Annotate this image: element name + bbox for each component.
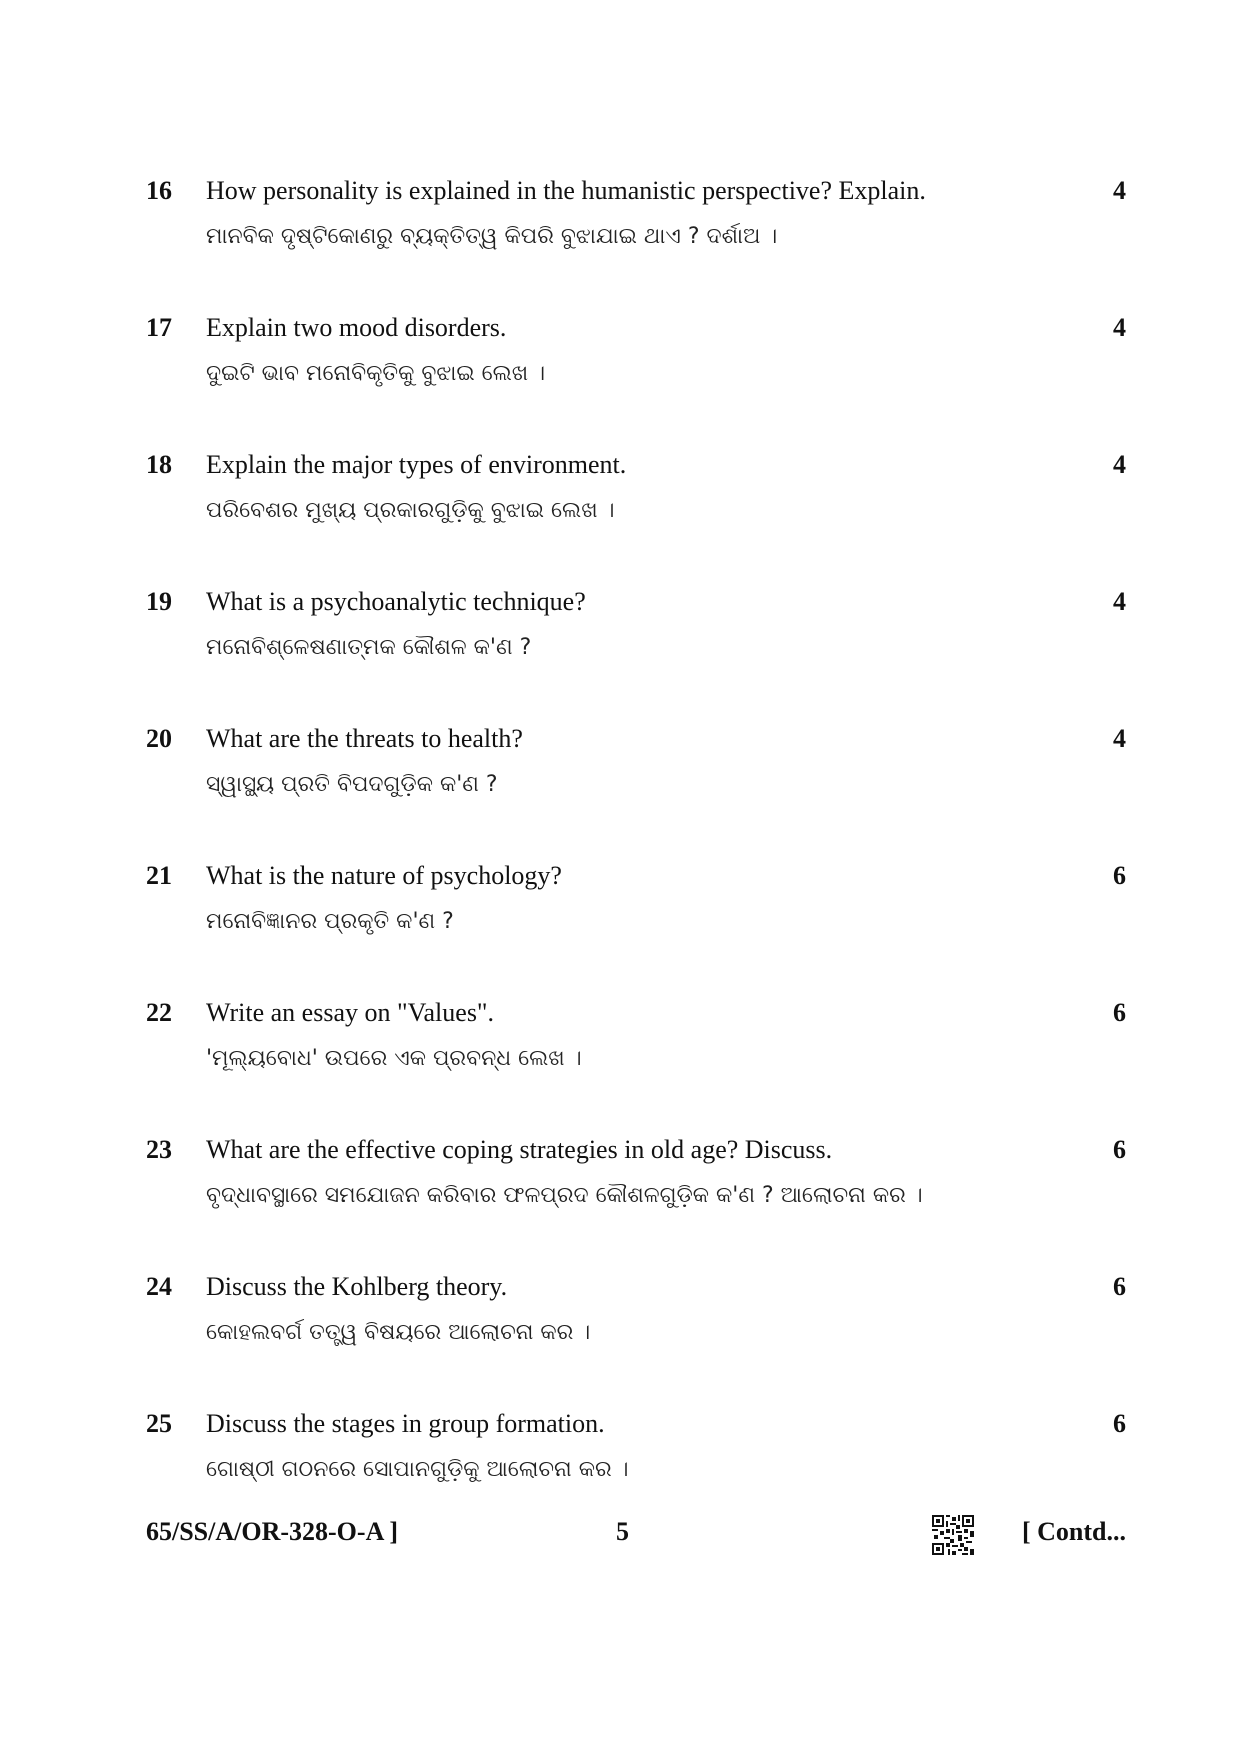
qr-code-icon <box>932 1515 974 1555</box>
question-number: 21 <box>146 861 172 890</box>
question-25 <box>146 1407 1126 1507</box>
question-text: What are the effective coping strategies in old age? Discuss. <box>206 1135 833 1164</box>
question-translation: ମାନବିକ ଦୃଷ୍ଟିକୋଣରୁ ବ୍ୟକ୍ତିତ୍ୱ କିପରି ବୁଝାଯାଇ ଥାଏ ? ଦର୍ଶାଅ । <box>206 224 778 249</box>
question-19 <box>146 585 1126 685</box>
question-number: 23 <box>146 1135 172 1164</box>
question-text: Discuss the stages in group formation. <box>206 1409 605 1438</box>
continued-label: [ Contd... <box>1021 1517 1126 1546</box>
question-translation: ସ୍ୱାସ୍ଥ୍ୟ ପ୍ରତି ବିପଦଗୁଡ଼ିକ କ'ଣ ? <box>206 772 498 797</box>
question-marks: 4 <box>1113 724 1126 753</box>
question-text: Write an essay on "Values". <box>206 998 495 1027</box>
question-18 <box>146 448 1126 548</box>
question-23 <box>146 1133 1126 1233</box>
question-marks: 6 <box>1113 1272 1126 1301</box>
question-number: 25 <box>146 1409 172 1438</box>
question-text: Explain the major types of environment. <box>206 450 627 479</box>
question-translation: କୋହଲବର୍ଗ ତତ୍ତ୍ୱ ବିଷୟରେ ଆଲୋଚନା କର । <box>206 1320 591 1345</box>
question-number: 16 <box>146 176 172 205</box>
page-footer <box>146 1515 1126 1555</box>
question-marks: 6 <box>1113 1409 1126 1438</box>
question-marks: 4 <box>1113 587 1126 616</box>
question-number: 24 <box>146 1272 172 1301</box>
question-marks: 4 <box>1113 176 1126 205</box>
question-marks: 6 <box>1113 998 1126 1027</box>
question-number: 19 <box>146 587 172 616</box>
question-translation: ଦୁଇଟି ଭାବ ମନୋବିକୃତିକୁ ବୁଝାଇ ଲେଖ । <box>206 361 546 386</box>
page-number: 5 <box>616 1517 629 1546</box>
question-text: What is a psychoanalytic technique? <box>206 587 586 616</box>
question-text: How personality is explained in the humanistic perspective? Explain. <box>206 176 926 205</box>
question-marks: 6 <box>1113 1135 1126 1164</box>
question-21 <box>146 859 1126 959</box>
question-translation: ବୃଦ୍ଧାବସ୍ଥାରେ ସମଯୋଜନ କରିବାର ଫଳପ୍ରଦ କୌଶଳଗୁଡ଼ିକ କ'ଣ ? ଆଲୋଚନା କର । <box>206 1183 923 1208</box>
question-translation: ମନୋବିଜ୍ଞାନର ପ୍ରକୃତି କ'ଣ ? <box>206 909 454 934</box>
question-text: Explain two mood disorders. <box>206 313 507 342</box>
question-number: 20 <box>146 724 172 753</box>
question-marks: 6 <box>1113 861 1126 890</box>
question-translation: ଗୋଷ୍ଠୀ ଗଠନରେ ସୋପାନଗୁଡ଼ିକୁ ଆଲୋଚନା କର । <box>206 1457 629 1482</box>
question-marks: 4 <box>1113 450 1126 479</box>
question-24 <box>146 1270 1126 1370</box>
question-text: What are the threats to health? <box>206 724 523 753</box>
question-number: 18 <box>146 450 172 479</box>
question-translation: ପରିବେଶର ମୁଖ୍ୟ ପ୍ରକାରଗୁଡ଼ିକୁ ବୁଝାଇ ଲେଖ । <box>206 498 615 523</box>
question-translation: ମନୋବିଶ୍ଳେଷଣାତ୍ମକ କୌଶଳ କ'ଣ ? <box>206 635 532 660</box>
question-text: Discuss the Kohlberg theory. <box>206 1272 508 1301</box>
question-22 <box>146 996 1126 1096</box>
question-20 <box>146 722 1126 822</box>
question-text: What is the nature of psychology? <box>206 861 562 890</box>
question-16 <box>146 174 1126 274</box>
question-translation: 'ମୂଲ୍ୟବୋଧ' ଉପରେ ଏକ ପ୍ରବନ୍ଧ ଲେଖ । <box>206 1046 582 1071</box>
paper-code: 65/SS/A/OR-328-O-A ] <box>146 1517 399 1546</box>
question-17 <box>146 311 1126 411</box>
question-number: 22 <box>146 998 172 1027</box>
question-marks: 4 <box>1113 313 1126 342</box>
question-number: 17 <box>146 313 172 342</box>
